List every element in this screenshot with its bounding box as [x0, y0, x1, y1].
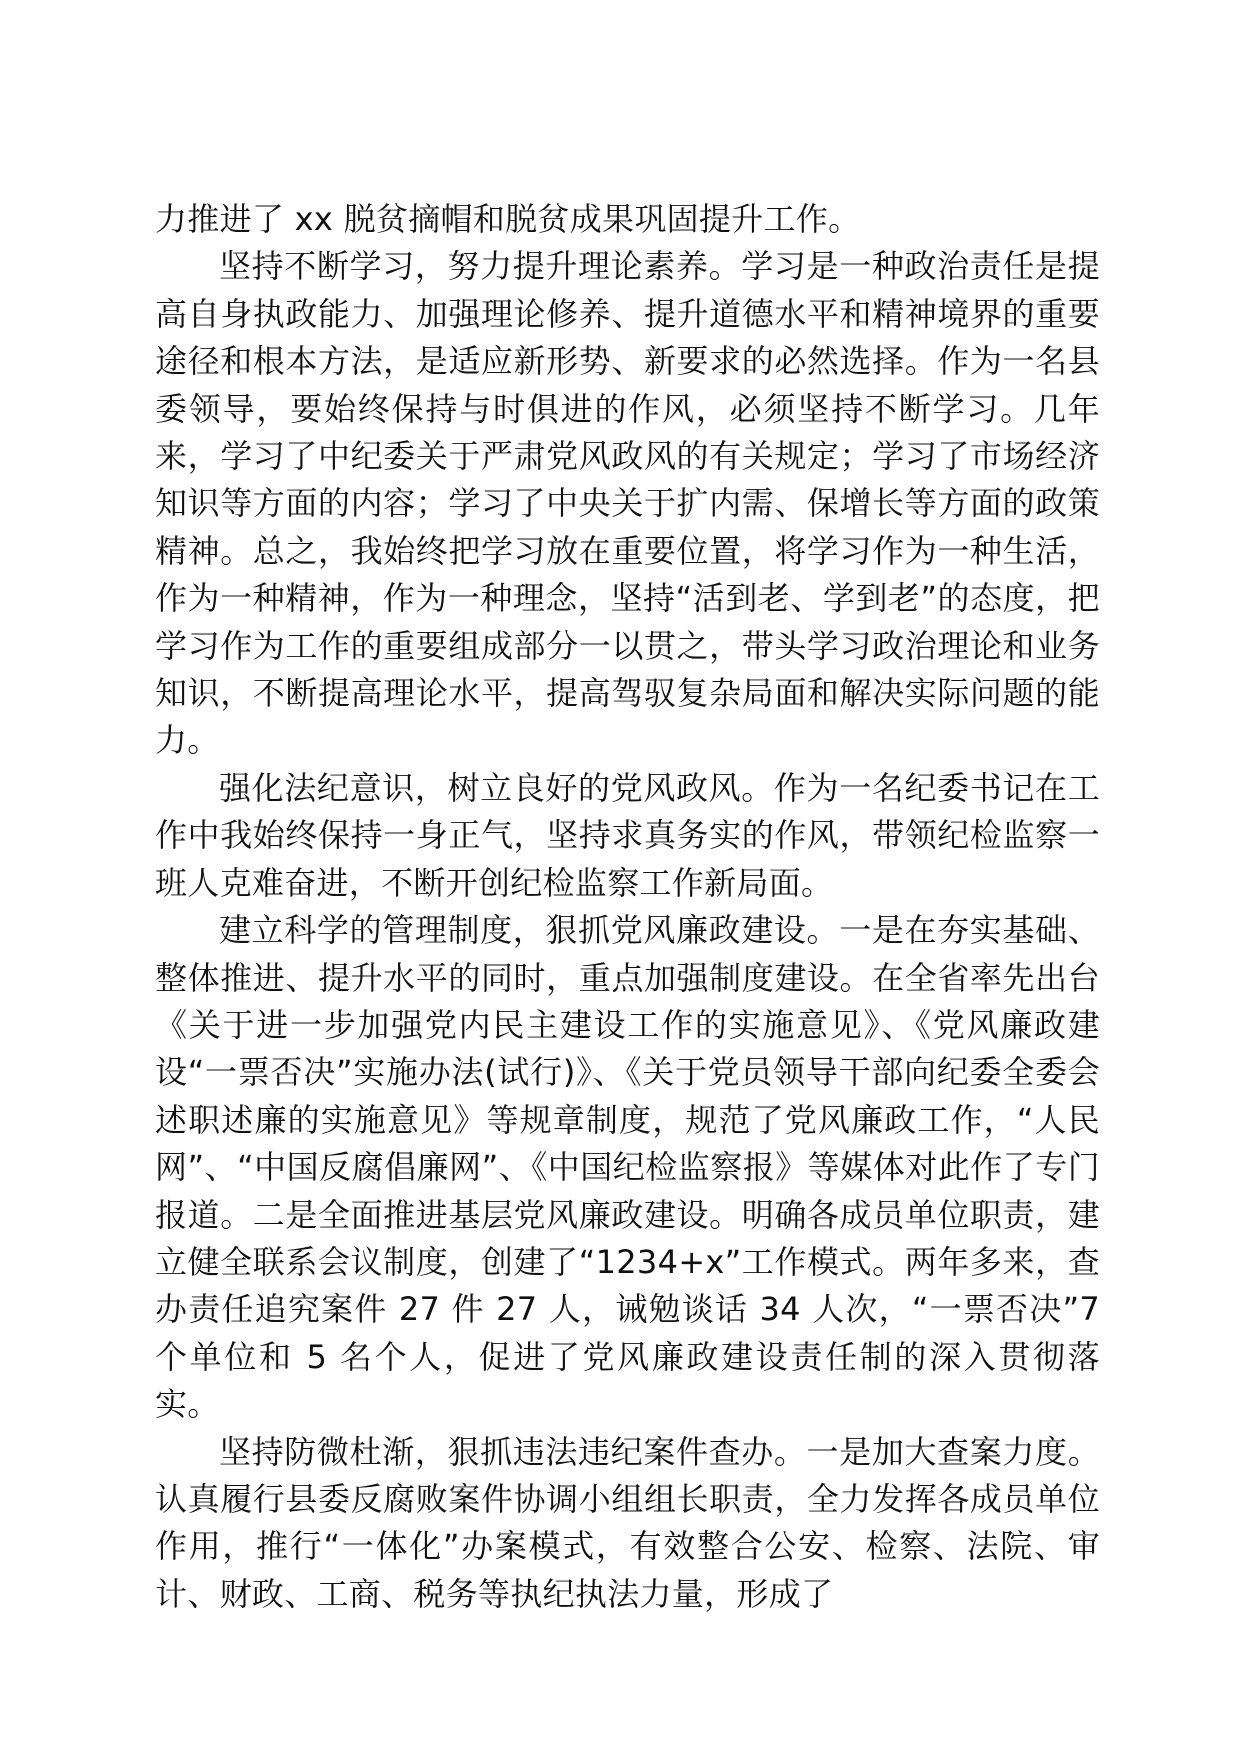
paragraph-2: 坚持不断学习，努力提升理论素养。学习是一种政治责任是提高自身执政能力、加强理论修养、提升道德水平和精神境界的重要途径和根本方法，是适应新形势、新要求的必然选择。作为一名县委领导，要始终保持与时俱进的作风，必须坚持不断学习。几年来，学习了中纪委关于严肃党风政风的有关规定；学习了市场经济知识等方面的内容；学习了中央关于扩内需、保增长等方面的政策精神。总之，我始终把学习放在重要位置，将学习作为一种生活，作为一种精神，作为一种理念，坚持“活到老、学到老”的态度，把学习作为工作的重要组成部分一以贯之，带头学习政治理论和业务知识，不断提高理论水平，提高驾驭复杂局面和解决实际问题的能力。 [155, 247, 1100, 760]
document-page [155, 196, 1100, 1618]
paragraph-5: 坚持防微杜渐，狠抓违法违纪案件查办。一是加大查案力度。认真履行县委反腐败案件协调小组组长职责，全力发挥各成员单位作用，推行“一体化”办案模式，有效整合公安、检察、法院、审计、财政、工商、税务等执纪执法力量，形成了 [155, 1432, 1100, 1613]
paragraph-3: 强化法纪意识，树立良好的党风政风。作为一名纪委书记在工作中我始终保持一身正气，坚持求真务实的作风，带领纪检监察一班人克难奋进，不断开创纪检监察工作新局面。 [155, 768, 1100, 902]
paragraph-4: 建立科学的管理制度，狠抓党风廉政建设。一是在夯实基础、整体推进、提升水平的同时，重点加强制度建设。在全省率先出台《关于进一步加强党内民主建设工作的实施意见》、《党风廉政建设“一票否决”实施办法(试行)》、《关于党员领导干部向纪委全委会述职述廉的实施意见》等规章制度，规范了党风廉政工作，“人民网”、“中国反腐倡廉网”、《中国纪检监察报》等媒体对此作了专门报道。二是全面推进基层党风廉政建设。明确各成员单位职责，建立健全联系会议制度，创建了“1234+x”工作模式。两年多来，查办责任追究案件 27 件 27 人，诫勉谈话 34 人次，“一票否决”7 个单位和 5 名个人，促进了党风廉政建设责任制的深入贯彻落实。 [155, 911, 1100, 1424]
paragraph-1: 力推进了 xx 脱贫摘帽和脱贫成果巩固提升工作。 [155, 200, 861, 238]
